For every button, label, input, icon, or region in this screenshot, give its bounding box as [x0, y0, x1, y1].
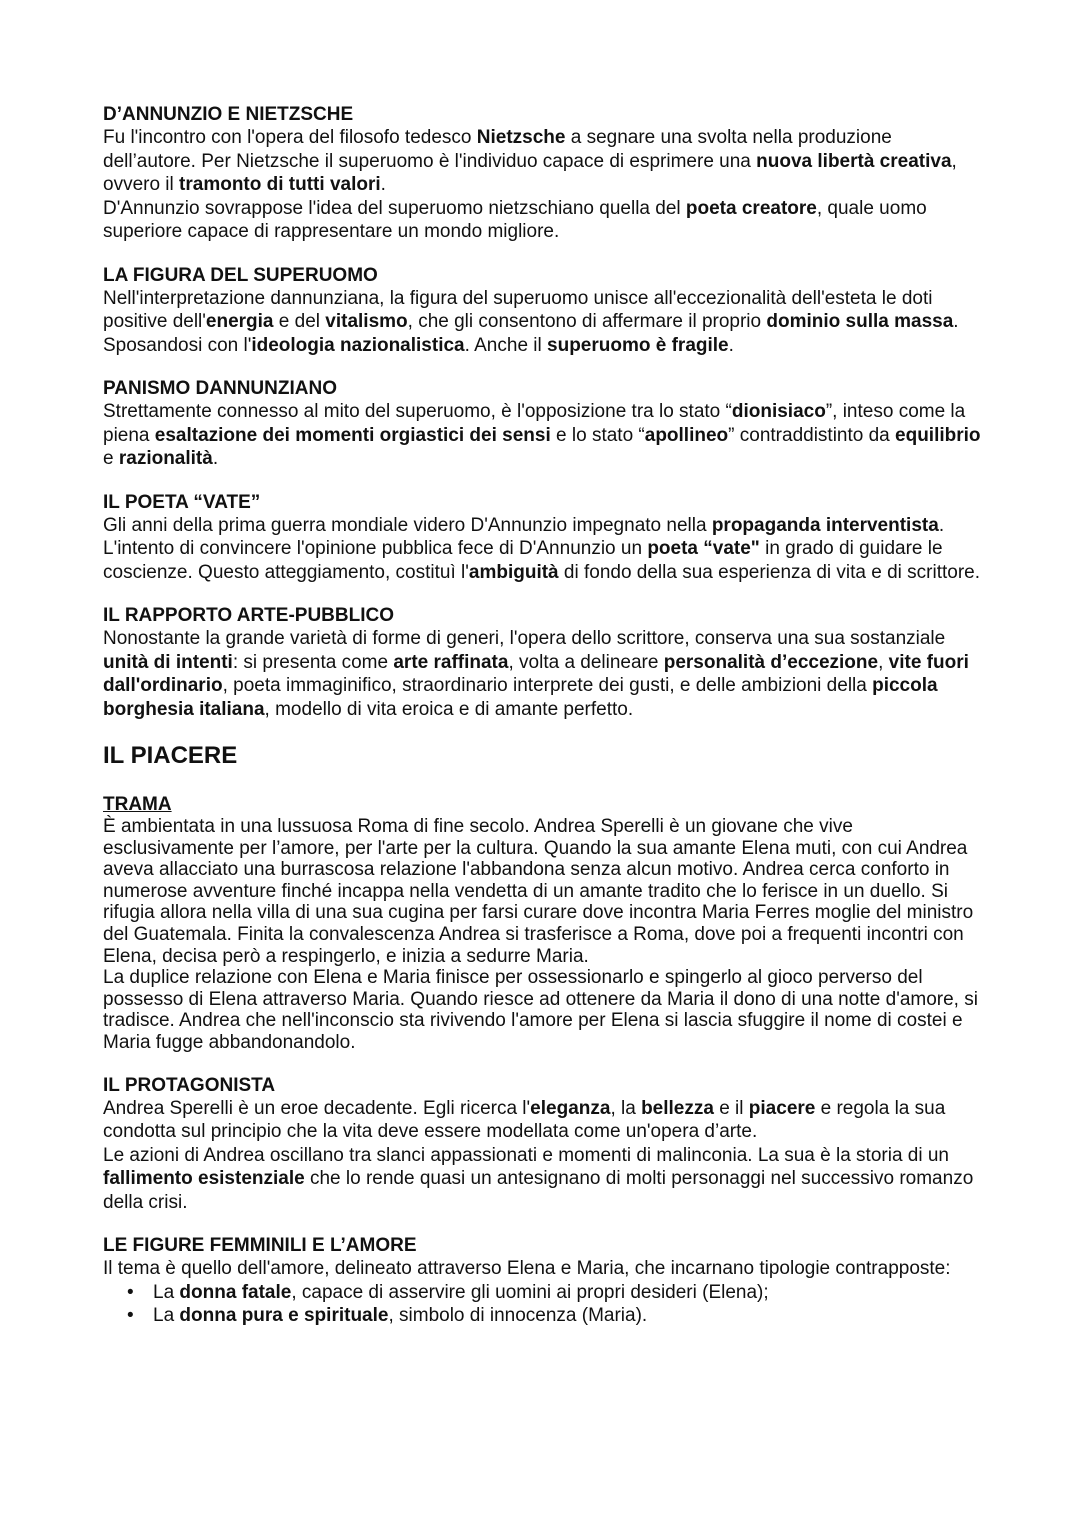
text-run: L'intento di convincere l'opinione pubblica fece di D'Annunzio un: [103, 538, 648, 559]
bold-text: equilibrio: [895, 424, 981, 446]
paragraph: [103, 627, 983, 721]
bold-text: fallimento esistenziale: [103, 1168, 305, 1190]
paragraph: [103, 197, 983, 244]
bold-text: donna fatale: [179, 1281, 292, 1303]
text-run: ” contraddistinto da: [728, 424, 896, 446]
paragraph: [103, 1144, 983, 1215]
bold-text: tramonto di tutti valori: [179, 174, 381, 195]
bullet-icon: •: [127, 1305, 134, 1327]
bold-text: Nietzsche: [476, 127, 566, 148]
text-run: : si presenta come: [232, 651, 394, 673]
text-run: e del: [273, 311, 326, 332]
list-item: [127, 1304, 983, 1328]
bold-text: vite fuori dall'ordinario: [103, 651, 969, 696]
bold-text: propaganda interventista: [711, 514, 939, 536]
paragraph: [103, 1257, 983, 1281]
bold-text: donna pura e spirituale: [179, 1305, 389, 1327]
bold-text: eleganza: [530, 1097, 611, 1119]
text-run: , poeta immaginifico, straordinario interprete dei gusti, e delle ambizioni della: [222, 675, 873, 696]
bold-text: personalità d’eccezione: [663, 651, 879, 673]
text-run: La: [153, 1281, 180, 1303]
bold-text: apollineo: [644, 424, 729, 446]
text-run: in grado di guidare le coscienze. Questo atteggiamento, costituì l': [103, 538, 943, 583]
text-run: La duplice relazione con Elena e Maria finisce per ossessionarlo e spingerlo al gioco perverso del possesso di Elena attraverso Maria. Quando riesce ad ottenere da Maria il dono di una notte d'amore, si tradisce. Andrea che nell'inconscio sta rivivendo l'amore per Elena si lascia sfuggire il nome di costei e Maria fugge abbandonandolo.: [103, 967, 978, 1053]
paragraph: [103, 126, 983, 197]
bold-text: dominio sulla massa: [766, 311, 954, 332]
paragraph: [103, 1097, 983, 1144]
text-run: È ambientata in una lussuosa Roma di fine secolo. Andrea Sperelli è un giovane che vive esclusivamente per l’amore, per l'arte per la cultura. Quando la sua amante Elena muti, con cui Andrea aveva allacciato una burrascosa relazione l'abbandona senza alcun motivo. Andrea cerca conforto in numerose avventure finché incappa nella vendetta di un amante tradito che lo ferisce in un duello. Si rifugia allora nella villa di una sua cugina per farsi curare dove incontra Maria Ferres moglie del ministro del Guatemala. Finita la convalescenza Andrea si trasferisce a Roma, dove poi a frequenti incontri con Elena, decisa però a respingerlo, e inizia a sedurre Maria.: [103, 816, 974, 967]
piacere-sections: [103, 793, 983, 1328]
bold-text: vitalismo: [325, 311, 408, 332]
text-run: e il: [713, 1097, 749, 1119]
section-heading: LE FIGURE FEMMINILI E L’AMORE: [103, 1235, 417, 1257]
text-run: , quale uomo superiore capace di rappresentare un mondo migliore.: [103, 197, 927, 242]
text-run: Fu l'incontro con l'opera del filosofo tedesco: [103, 127, 477, 148]
section-heading: LA FIGURA DEL SUPERUOMO: [103, 264, 378, 286]
text-run: Strettamente connesso al mito del superuomo, è l'opposizione tra lo stato “: [103, 401, 732, 422]
list-item: [127, 1281, 983, 1305]
bullet-icon: •: [127, 1281, 134, 1303]
text-run: .: [938, 514, 945, 536]
section-heading: D’ANNUNZIO E NIETZSCHE: [103, 104, 354, 125]
text-run: Il tema è quello dell'amore, delineato attraverso Elena e Maria, che incarnano tipologie contrapposte:: [103, 1258, 951, 1280]
section-heading: IL PROTAGONISTA: [103, 1074, 276, 1096]
section-trama: [103, 793, 983, 1054]
text-run: La: [153, 1305, 180, 1327]
text-run: ,: [878, 651, 889, 673]
text-run: , ovvero il: [103, 150, 957, 195]
bold-text: dionisiaco: [731, 401, 826, 422]
bold-text: ideologia nazionalistica: [251, 334, 465, 356]
bold-text: poeta “vate": [647, 538, 760, 559]
bold-text: unità di intenti: [103, 651, 233, 673]
paragraph: [103, 816, 983, 967]
text-run: Gli anni della prima guerra mondiale videro D'Annunzio impegnato nella: [103, 514, 712, 536]
text-run: e lo stato “: [550, 424, 645, 446]
paragraph: [103, 400, 983, 471]
section-le-figure-femminili-e-l-amore: [103, 1234, 983, 1328]
section-heading: TRAMA: [103, 794, 172, 815]
text-run: e: [103, 448, 119, 469]
paragraph: [103, 967, 983, 1053]
section-d-annunzio-e-nietzsche: [103, 103, 983, 244]
section-heading: IL RAPPORTO ARTE-PUBBLICO: [103, 605, 394, 626]
section-la-figura-del-superuomo: [103, 264, 983, 358]
bold-text: esaltazione dei momenti orgiastici dei sensi: [154, 424, 551, 446]
bold-text: nuova libertà creativa: [756, 150, 952, 172]
section-il-poeta-vate: [103, 491, 983, 585]
bold-text: piccola borghesia italiana: [103, 675, 938, 720]
bold-text: bellezza: [641, 1097, 714, 1119]
text-run: . Anche il: [464, 334, 548, 356]
paragraph: [103, 537, 983, 584]
text-run: , capace di asservire gli uomini ai propri desideri (Elena);: [291, 1281, 769, 1303]
text-run: Nell'interpretazione dannunziana, la figura del superuomo unisce all'eccezionalità dell'esteta le doti positive dell': [103, 287, 933, 332]
text-run: ”, inteso come la piena: [103, 401, 966, 446]
text-run: , simbolo di innocenza (Maria).: [388, 1305, 648, 1327]
chapter-title: IL PIACERE: [103, 742, 238, 769]
text-run: Le azioni di Andrea oscillano tra slanci appassionati e momenti di malinconia. La sua è la storia di un: [103, 1144, 949, 1166]
text-run: .: [212, 448, 219, 469]
text-run: che lo rende quasi un antesignano di molti personaggi nel successivo romanzo della crisi.: [103, 1168, 974, 1213]
text-run: . Sposandosi con l': [103, 311, 959, 356]
section-il-rapporto-arte-pubblico: [103, 604, 983, 721]
bold-text: poeta creatore: [685, 197, 817, 219]
text-run: , la: [610, 1097, 642, 1119]
text-run: , modello di vita eroica e di amante perfetto.: [264, 698, 634, 720]
text-run: D'Annunzio sovrappose l'idea del superuomo nietzschiano quella del: [103, 197, 686, 219]
section-heading: PANISMO DANNUNZIANO: [103, 378, 337, 399]
bold-text: superuomo è fragile: [547, 334, 729, 356]
paragraph: [103, 514, 983, 538]
text-run: e regola la sua condotta sul principio che la vita deve essere modellata come un'opera d’arte.: [103, 1097, 946, 1143]
text-run: Andrea Sperelli è un eroe decadente. Egli ricerca l': [103, 1097, 531, 1119]
bold-text: razionalità: [118, 448, 213, 469]
text-run: .: [380, 174, 386, 195]
paragraph: [103, 287, 983, 358]
text-run: .: [728, 334, 734, 356]
nietzsche-sections: [103, 103, 983, 721]
text-run: a segnare una svolta nella produzione dell’autore. Per Nietzsche il superuomo è l'individuo capace di esprimere una: [103, 127, 892, 172]
bold-text: ambiguità: [468, 561, 559, 583]
text-run: Nonostante la grande varietà di forme di generi, l'opera dello scrittore, conserva una sua sostanziale: [103, 628, 946, 649]
bold-text: piacere: [748, 1097, 816, 1119]
bullet-list: [103, 1281, 983, 1328]
text-run: , che gli consentono di affermare il proprio: [407, 311, 767, 332]
document-page: [103, 103, 983, 1348]
section-il-protagonista: [103, 1074, 983, 1215]
bold-text: arte raffinata: [393, 651, 509, 673]
section-panismo-dannunziano: [103, 377, 983, 471]
text-run: di fondo della sua esperienza di vita e di scrittore.: [558, 561, 981, 583]
section-heading: IL POETA “VATE”: [103, 491, 261, 513]
text-run: , volta a delineare: [508, 651, 664, 673]
bold-text: energia: [205, 311, 274, 332]
